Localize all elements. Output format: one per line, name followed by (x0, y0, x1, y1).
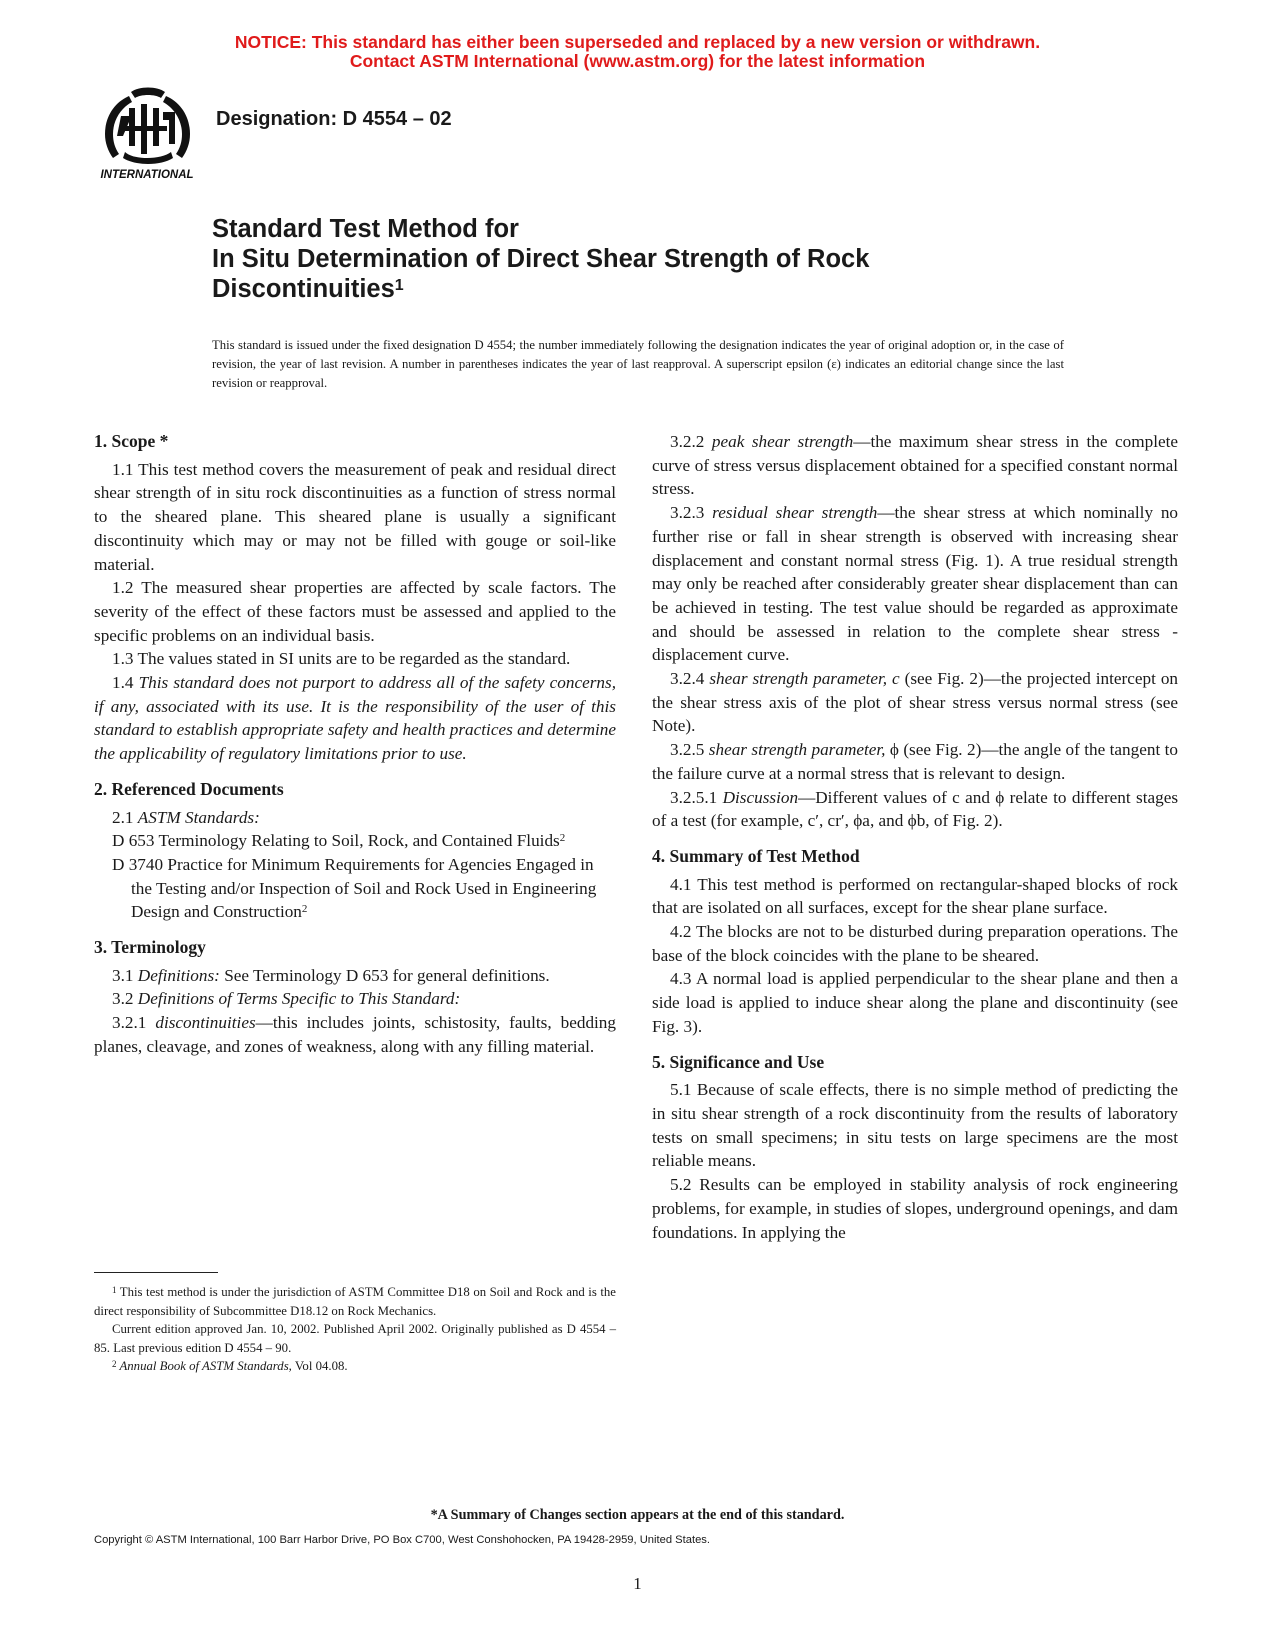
para-3-2: 3.2 Definitions of Terms Specific to This Standard: (112, 989, 461, 1009)
para-3-2-5-1: 3.2.5.1 Discussion—Different values of c and ϕ relate to different stages of a test (for example, c′, cr′, ϕa, and ϕb, of Fig. 2). (652, 787, 1179, 831)
para-1-4: 1.4 This standard does not purport to address all of the safety concerns, if any, associated with its use. It is the responsibility of the user of this standard to establish appropriate safety and health practices and determine the applicability of regulatory limitations prior to use. (94, 673, 616, 764)
para-3-2-5: 3.2.5 shear strength parameter, ϕ (see Fig. 2)—the angle of the tangent to the failure curve at a normal stress that is relevant to design. (652, 740, 1179, 783)
logo-text: INTERNATIONAL (100, 169, 194, 181)
designation: Designation: D 4554 – 02 (216, 108, 452, 130)
footnote-1-continued: Current edition approved Jan. 10, 2002. Published April 2002. Originally published as D 4554 – 85. Last previous edition D 4554 – 90. (94, 1322, 616, 1355)
title-footnote-ref: 1 (394, 277, 404, 294)
section-heading-summary: 4. Summary of Test Method (652, 845, 860, 866)
reference-d653: D 653 Terminology Relating to Soil, Rock, and Contained Fluids$^2$ (112, 831, 566, 851)
para-5-1: 5.1 Because of scale effects, there is no simple method of predicting the in situ shear strength of a rock discontinuity from the results of laboratory tests on small specimens; in situ tests on large specimens are the most reliable means. (652, 1080, 1178, 1171)
page-number: 1 (633, 1574, 642, 1593)
para-3-2-4: 3.2.4 shear strength parameter, c (see Fig. 2)—the projected intercept on the shear stress axis of the plot of shear stress versus normal stress (see Note). (652, 669, 1179, 736)
para-4-1: 4.1 This test method is performed on rectangular-shaped blocks of rock that are isolated on all surfaces, except for the shear plane surface. (652, 874, 1178, 918)
footnotes (94, 1283, 616, 1376)
issue-statement: This standard is issued under the fixed designation D 4554; the number immediately following the designation indicates the year of original adoption or, in the case of revision, the year of last revision. A number in parentheses indicates the year of last reapproval. A superscript epsilon (ε) indicates an editorial change since the last revision or reapproval. (212, 338, 1064, 390)
right-column (652, 430, 1178, 1244)
title-line-1: Standard Test Method for (212, 215, 519, 243)
section-heading-terminology: 3. Terminology (94, 937, 206, 958)
section-heading-references: 2. Referenced Documents (94, 778, 284, 799)
notice-line-1: NOTICE: This standard has either been superseded and replaced by a new version or withdrawn. (234, 32, 1041, 52)
para-4-2: 4.2 The blocks are not to be disturbed during preparation operations. The base of the block coincides with the plane to be sheared. (652, 922, 1178, 965)
para-3-2-3: 3.2.3 residual shear strength—the shear stress at which nominally no further rise or fall in shear strength is observed with increasing shear displacement and constant normal stress (Fig. 1). A true residual strength may only be reached after considerably greater shear displacement than can be achieved in testing. The test value should be regarded as approximate and should be assessed in relation to the complete shear stress - displacement curve. (652, 503, 1179, 665)
title-line-2: In Situ Determination of Direct Shear Strength of Rock (212, 245, 870, 273)
footnote-rule (94, 1272, 218, 1273)
withdrawal-notice (0, 33, 1275, 71)
para-4-3: 4.3 A normal load is applied perpendicular to the shear plane and then a side load is applied to induce shear along the plane and discontinuity (see Fig. 3). (652, 969, 1178, 1036)
para-1-1: 1.1 This test method covers the measurement of peak and residual direct shear strength of in situ rock discontinuities as a function of stress normal to the sheared plane. This sheared plane is usually a significant discontinuity which may or may not be filled with gouge or soil-like material. (94, 459, 616, 574)
left-column (94, 430, 616, 1059)
document-title (212, 214, 1112, 304)
para-1-2: 1.2 The measured shear properties are affected by scale factors. The severity of the effect of these factors must be assessed and applied to the specific problems on an individual basis. (94, 578, 616, 645)
notice-line-2: Contact ASTM International (www.astm.org) for the latest information (349, 51, 926, 71)
para-2-1: 2.1 ASTM Standards: (112, 807, 260, 827)
footnote-1: $^1$ This test method is under the jurisdiction of ASTM Committee D18 on Soil and Rock and is the direct responsibility of Subcommittee D18.12 on Rock Mechanics. (94, 1285, 616, 1318)
summary-of-changes-note: *A Summary of Changes section appears at the end of this standard. (430, 1507, 845, 1523)
astm-logo (95, 86, 200, 182)
para-3-1: 3.1 Definitions: See Terminology D 653 for general definitions. (112, 965, 550, 985)
para-1-3: 1.3 The values stated in SI units are to be regarded as the standard. (112, 649, 571, 669)
title-line-3: Discontinuities (212, 275, 395, 303)
copyright-line: Copyright © ASTM International, 100 Barr Harbor Drive, PO Box C700, West Conshohocken, PA 19428-2959, United States. (94, 1534, 710, 1546)
section-heading-significance: 5. Significance and Use (652, 1051, 825, 1072)
section-heading-scope: 1. Scope * (94, 431, 169, 451)
para-3-2-2: 3.2.2 peak shear strength—the maximum shear stress in the complete curve of stress versus displacement obtained for a specified constant normal stress. (652, 432, 1179, 499)
para-3-2-1: 3.2.1 discontinuities—this includes joints, schistosity, faults, bedding planes, cleavage, and zones of weakness, along with any filling material. (94, 1013, 616, 1056)
footnote-2: $^2$ Annual Book of ASTM Standards, Vol 04.08. (112, 1359, 348, 1373)
reference-d3740: D 3740 Practice for Minimum Requirements for Agencies Engaged in the Testing and/or Inspection of Soil and Rock Used in Engineering Design and Construction$^2$ (112, 854, 597, 922)
para-5-2: 5.2 Results can be employed in stability analysis of rock engineering problems, for example, in studies of slopes, underground openings, and dam foundations. In applying the (652, 1175, 1178, 1242)
